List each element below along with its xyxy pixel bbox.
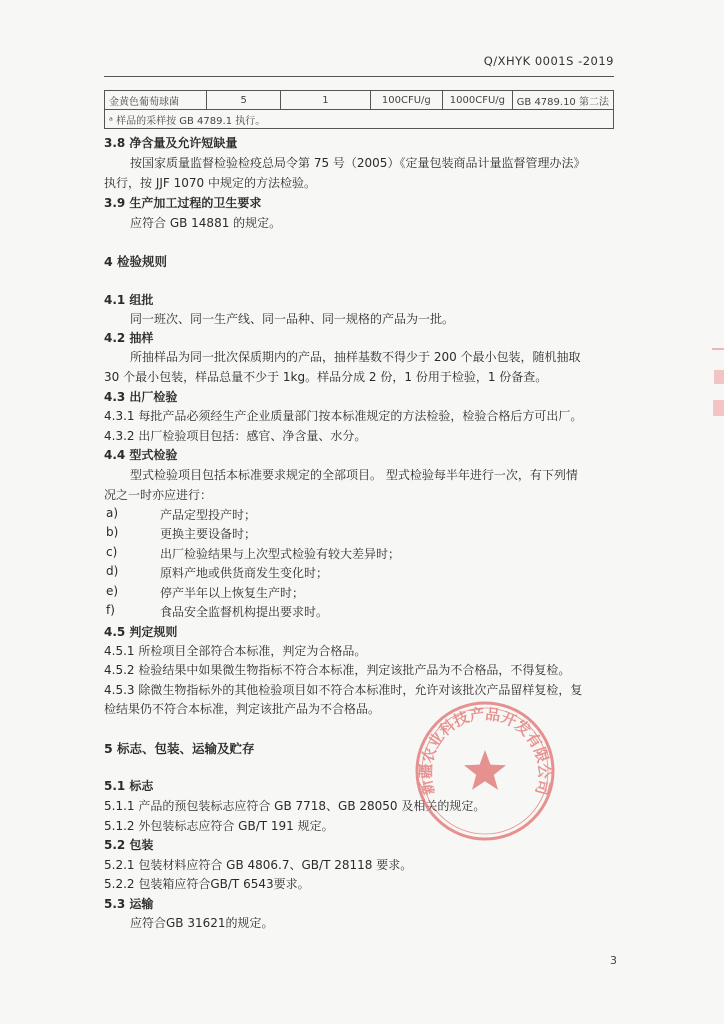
- section-heading: 5.2 包装: [104, 838, 154, 852]
- paragraph-line: 4.5.3 除微生物指标外的其他检验项目如不符合本标准时，允许对该批次产品留样复检，复: [104, 683, 583, 697]
- table-row: [105, 91, 614, 110]
- list-marker: a): [106, 506, 119, 520]
- paragraph-line: 4.3.2 出厂检验项目包括：感官、净含量、水分。: [104, 429, 367, 443]
- table-cell: GB 4789.10 第二法: [512, 91, 613, 110]
- paragraph-line: 4.3.1 每批产品必须经生产企业质量部门按本标准规定的方法检验，检验合格后方可出厂。: [104, 409, 583, 423]
- list-item: 产品定型投产时；: [160, 508, 257, 522]
- paragraph-line: 同一班次、同一生产线、同一品种、同一规格的产品为一批。: [130, 312, 455, 326]
- section-heading: 4.4 型式检验: [104, 448, 178, 462]
- list-marker: d): [106, 564, 119, 578]
- paragraph-line: 4.5.2 检验结果中如果微生物指标不符合本标准，判定该批产品为不合格品，不得复检。: [104, 663, 571, 677]
- section-heading: 4.5 判定规则: [104, 625, 178, 639]
- section-heading: 5.3 运输: [104, 897, 154, 911]
- paragraph-line: 执行，按 JJF 1070 中规定的方法检验。: [104, 176, 316, 190]
- section-heading: 3.8 净含量及允许短缺量: [104, 136, 238, 150]
- microbial-limits-table: [104, 90, 614, 129]
- edge-stamp-fragment: [706, 340, 724, 430]
- paragraph-line: 所抽样品为同一批次保质期内的产品，抽样基数不得少于 200 个最小包装，随机抽取: [130, 350, 581, 364]
- list-marker: f): [106, 603, 115, 617]
- table-cell: 1: [281, 91, 370, 110]
- paragraph-line: 应符合 GB 14881 的规定。: [130, 216, 282, 230]
- stamp-text: 新疆农业科技产品开发有限公司: [416, 704, 554, 797]
- paragraph-line: 况之一时亦应进行：: [104, 488, 213, 502]
- list-item: 出厂检验结果与上次型式检验有较大差异时；: [160, 547, 401, 561]
- section-heading: 4.3 出厂检验: [104, 390, 178, 404]
- paragraph-line: 30 个最小包装，样品总量不少于 1kg。样品分成 2 份，1 份用于检验，1 份备查。: [104, 370, 548, 384]
- chapter-heading: 5 标志、包装、运输及贮存: [104, 741, 255, 756]
- standard-code-header: Q/XHYK 0001S -2019: [483, 54, 614, 68]
- table-cell: 金黄色葡萄球菌: [105, 91, 207, 110]
- paragraph-line: 检结果仍不符合本标准，判定该批产品为不合格品。: [104, 702, 381, 716]
- list-marker: b): [106, 525, 119, 539]
- list-marker: e): [106, 584, 119, 598]
- table-note: ᵃ 样品的采样按 GB 4789.1 执行。: [105, 110, 614, 129]
- paragraph-line: 应符合GB 31621的规定。: [130, 916, 274, 930]
- table-cell: 1000CFU/g: [443, 91, 513, 110]
- paragraph-line: 5.1.2 外包装标志应符合 GB/T 191 规定。: [104, 819, 334, 833]
- list-item: 食品安全监督机构提出要求时。: [160, 605, 329, 619]
- section-heading: 5.1 标志: [104, 779, 154, 793]
- section-heading: 4.1 组批: [104, 293, 154, 307]
- list-item: 停产半年以上恢复生产时；: [160, 586, 305, 600]
- paragraph-line: 型式检验项目包括本标准要求规定的全部项目。 型式检验每半年进行一次，有下列情: [130, 468, 578, 482]
- paragraph-line: 按国家质量监督检验检疫总局令第 75 号（2005）《定量包装商品计量监督管理办法》: [130, 156, 586, 170]
- paragraph-line: 5.1.1 产品的预包装标志应符合 GB 7718、GB 28050 及相关的规定。: [104, 799, 486, 813]
- table-cell: 100CFU/g: [370, 91, 443, 110]
- page-number: 3: [610, 954, 617, 967]
- section-heading: 3.9 生产加工过程的卫生要求: [104, 196, 262, 210]
- header-rule: [104, 76, 614, 77]
- list-item: 原料产地或供货商发生变化时；: [160, 566, 329, 580]
- list-item: 更换主要设备时；: [160, 527, 257, 541]
- chapter-heading: 4 检验规则: [104, 254, 168, 269]
- company-seal-stamp: [412, 698, 558, 844]
- paragraph-line: 4.5.1 所检项目全部符合本标准，判定为合格品。: [104, 644, 367, 658]
- list-marker: c): [106, 545, 118, 559]
- table-note-row: [105, 110, 614, 129]
- paragraph-line: 5.2.1 包装材料应符合 GB 4806.7、GB/T 28118 要求。: [104, 858, 413, 872]
- table-cell: 5: [206, 91, 281, 110]
- section-heading: 4.2 抽样: [104, 331, 154, 345]
- paragraph-line: 5.2.2 包装箱应符合GB/T 6543要求。: [104, 877, 310, 891]
